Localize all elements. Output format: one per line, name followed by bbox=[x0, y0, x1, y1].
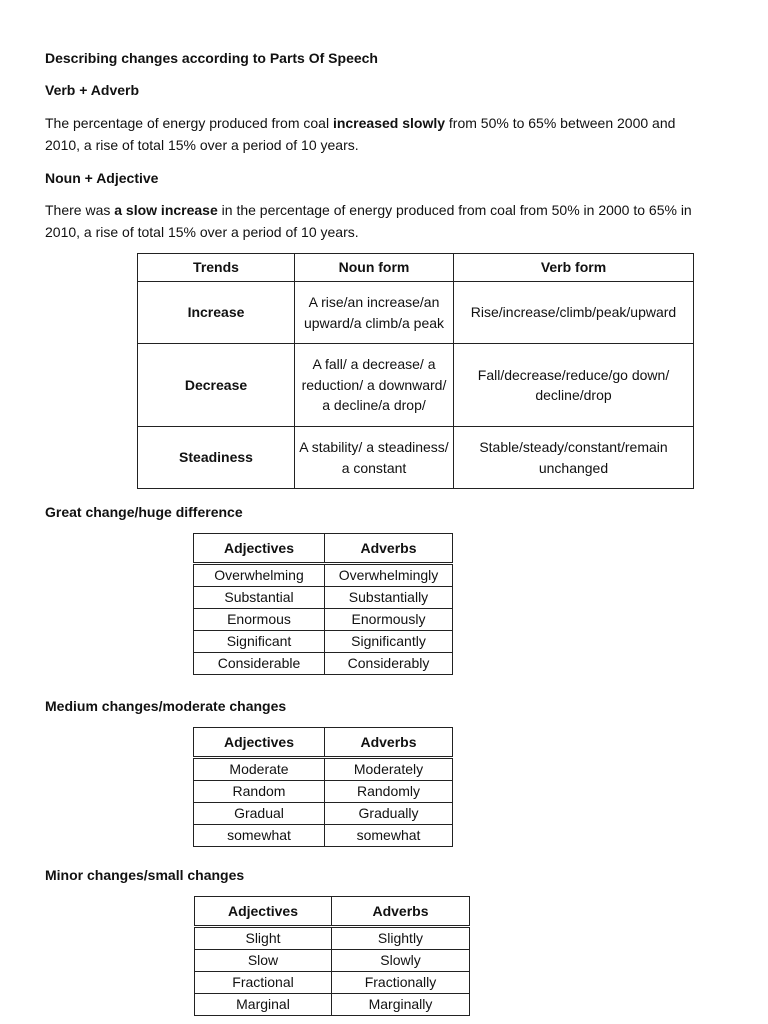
table-row bbox=[138, 282, 694, 344]
trends-header-row bbox=[138, 254, 694, 282]
trends-table bbox=[137, 253, 694, 489]
trends-header-noun: Noun form bbox=[295, 254, 454, 282]
table-row bbox=[194, 653, 453, 675]
great-change-heading: Great change/huge difference bbox=[45, 504, 243, 520]
great-header-adjectives: Adjectives bbox=[194, 534, 325, 564]
table-row bbox=[195, 972, 470, 994]
minor-adverb: Slowly bbox=[332, 950, 470, 972]
verb-adverb-text-before: The percentage of energy produced from coal bbox=[45, 115, 333, 131]
great-header-adverbs: Adverbs bbox=[325, 534, 453, 564]
noun-adjective-text-before: There was bbox=[45, 202, 115, 218]
minor-adverb: Fractionally bbox=[332, 972, 470, 994]
great-adjective: Enormous bbox=[194, 609, 325, 631]
medium-adjective: Moderate bbox=[194, 758, 325, 781]
medium-adjective: somewhat bbox=[194, 825, 325, 847]
verb-form-decrease: Fall/decrease/reduce/go down/ decline/drop bbox=[454, 344, 694, 427]
great-adverb: Substantially bbox=[325, 587, 453, 609]
great-adjective: Overwhelming bbox=[194, 564, 325, 587]
medium-adverb: Moderately bbox=[325, 758, 453, 781]
minor-change-heading: Minor changes/small changes bbox=[45, 867, 245, 883]
noun-form-increase: A rise/an increase/an upward/a climb/a peak bbox=[295, 282, 454, 344]
table-row bbox=[194, 564, 453, 587]
verb-adverb-paragraph bbox=[45, 112, 705, 156]
minor-adjective: Marginal bbox=[195, 994, 332, 1016]
table-row bbox=[194, 825, 453, 847]
great-adverb: Overwhelmingly bbox=[325, 564, 453, 587]
minor-adjective: Slight bbox=[195, 927, 332, 950]
great-adjective: Substantial bbox=[194, 587, 325, 609]
noun-form-decrease: A fall/ a decrease/ a reduction/ a downward/ a decline/a drop/ bbox=[295, 344, 454, 427]
great-adjective: Significant bbox=[194, 631, 325, 653]
medium-header-row bbox=[194, 728, 453, 758]
medium-header-adverbs: Adverbs bbox=[325, 728, 453, 758]
great-adverb: Enormously bbox=[325, 609, 453, 631]
verb-adverb-heading: Verb + Adverb bbox=[45, 82, 140, 98]
medium-change-table bbox=[193, 727, 453, 847]
medium-adjective: Gradual bbox=[194, 803, 325, 825]
noun-adjective-bold: a slow increase bbox=[114, 202, 218, 218]
great-adverb: Significantly bbox=[325, 631, 453, 653]
trend-decrease: Decrease bbox=[138, 344, 295, 427]
table-row bbox=[194, 609, 453, 631]
trend-steadiness: Steadiness bbox=[138, 427, 295, 489]
great-adverb: Considerably bbox=[325, 653, 453, 675]
noun-adjective-paragraph bbox=[45, 199, 705, 243]
table-row bbox=[194, 631, 453, 653]
verb-adverb-bold: increased slowly bbox=[332, 115, 446, 131]
minor-adverb: Slightly bbox=[332, 927, 470, 950]
verb-form-increase: Rise/increase/climb/peak/upward bbox=[454, 282, 694, 344]
table-row bbox=[195, 927, 470, 950]
great-adjective: Considerable bbox=[194, 653, 325, 675]
minor-adjective: Fractional bbox=[195, 972, 332, 994]
trends-header-trends: Trends bbox=[138, 254, 295, 282]
great-header-row bbox=[194, 534, 453, 564]
minor-header-adjectives: Adjectives bbox=[195, 897, 332, 927]
medium-adverb: Gradually bbox=[325, 803, 453, 825]
minor-header-row bbox=[195, 897, 470, 927]
table-row bbox=[138, 427, 694, 489]
noun-adjective-heading: Noun + Adjective bbox=[45, 170, 159, 186]
great-change-table bbox=[193, 533, 453, 675]
verb-adverb-text-after: from 50% to 65% between 2000 and 2010, a rise of total 15% over a period of 10 years. bbox=[45, 115, 676, 153]
medium-change-heading: Medium changes/moderate changes bbox=[45, 698, 287, 714]
medium-adverb: somewhat bbox=[325, 825, 453, 847]
minor-change-table bbox=[194, 896, 470, 1016]
medium-adjective: Random bbox=[194, 781, 325, 803]
page-title: Describing changes according to Parts Of Speech bbox=[45, 50, 378, 66]
medium-adverb: Randomly bbox=[325, 781, 453, 803]
table-row bbox=[194, 758, 453, 781]
table-row bbox=[138, 344, 694, 427]
verb-form-steadiness: Stable/steady/constant/remain unchanged bbox=[454, 427, 694, 489]
table-row bbox=[194, 587, 453, 609]
table-row bbox=[195, 950, 470, 972]
medium-header-adjectives: Adjectives bbox=[194, 728, 325, 758]
table-row bbox=[194, 803, 453, 825]
minor-header-adverbs: Adverbs bbox=[332, 897, 470, 927]
noun-adjective-text-after: in the percentage of energy produced from coal from 50% in 2000 to 65% in 2010, a rise of total 15% over a period of 10 years. bbox=[45, 202, 692, 240]
trends-header-verb: Verb form bbox=[454, 254, 694, 282]
table-row bbox=[195, 994, 470, 1016]
minor-adverb: Marginally bbox=[332, 994, 470, 1016]
table-row bbox=[194, 781, 453, 803]
minor-adjective: Slow bbox=[195, 950, 332, 972]
trend-increase: Increase bbox=[138, 282, 295, 344]
noun-form-steadiness: A stability/ a steadiness/ a constant bbox=[295, 427, 454, 489]
